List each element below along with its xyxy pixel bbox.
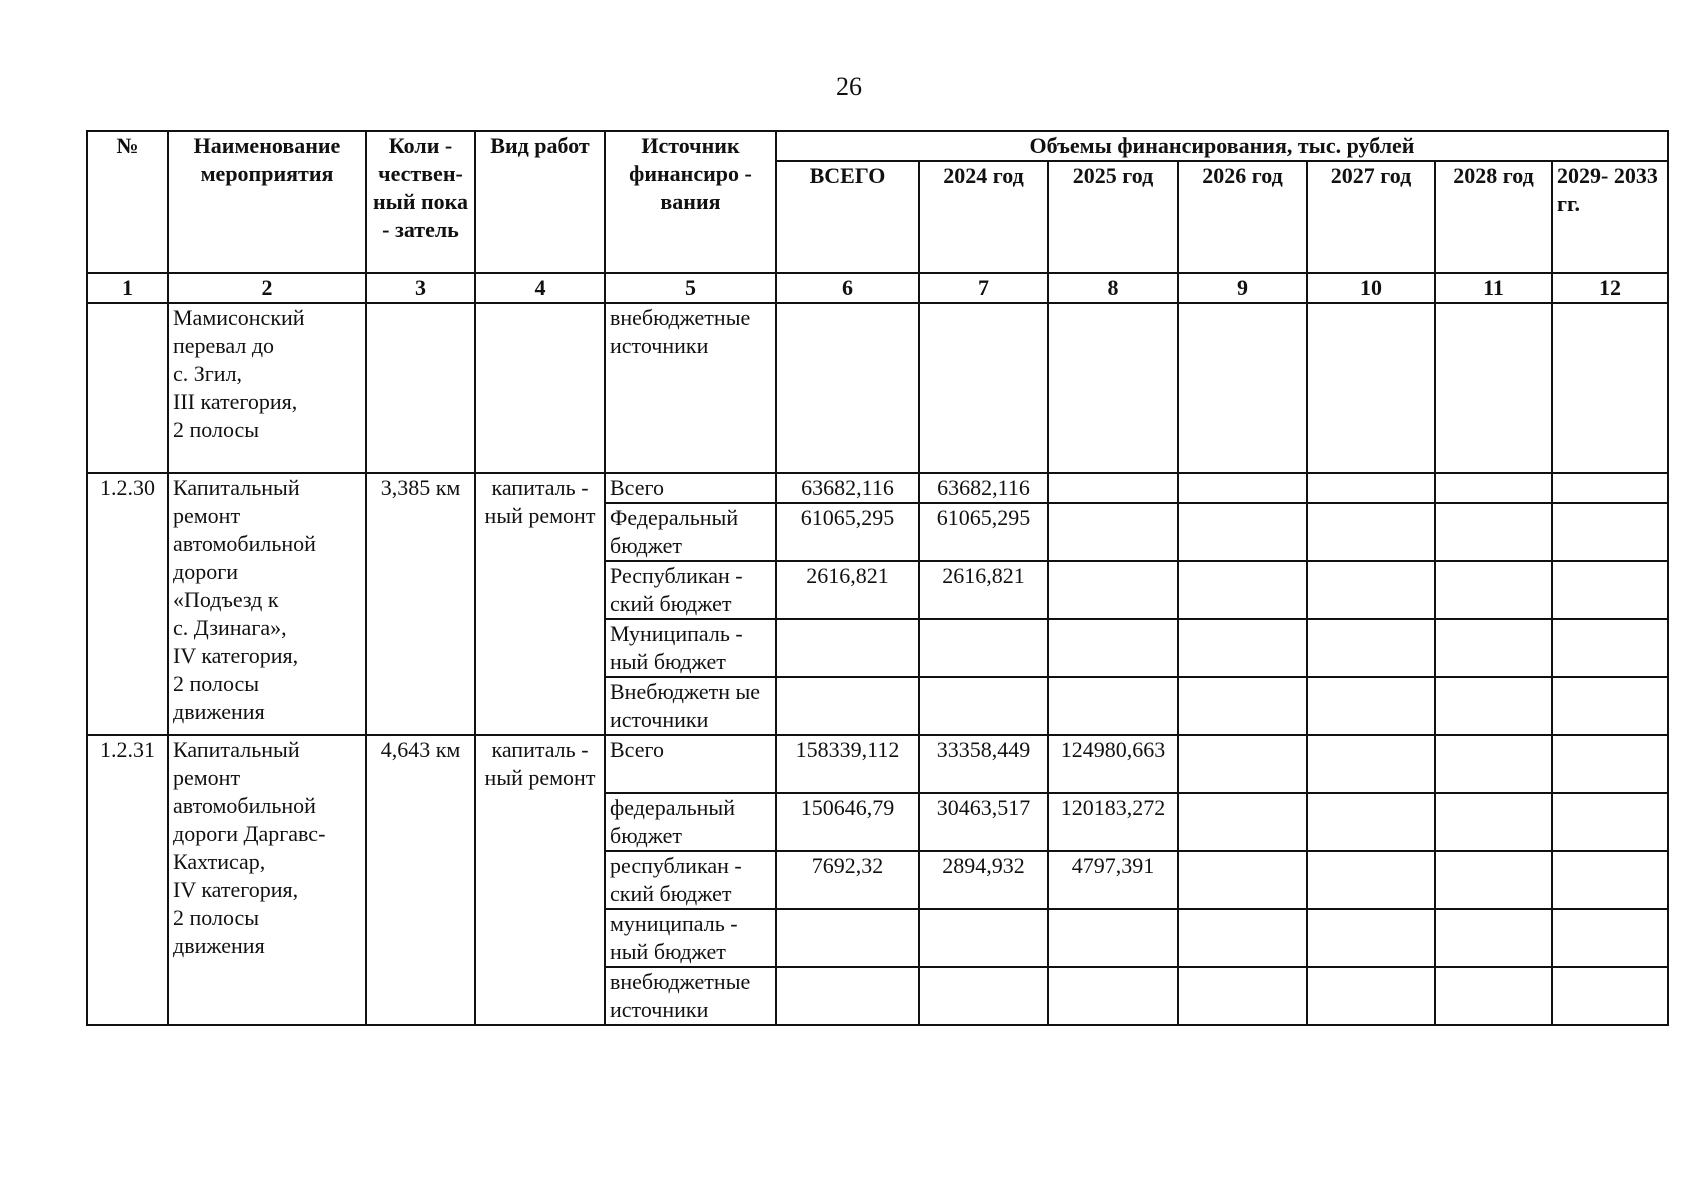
header-year: 2027 год bbox=[1307, 161, 1435, 273]
funding-value bbox=[1435, 503, 1552, 561]
table-cell bbox=[776, 303, 919, 473]
column-number: 4 bbox=[475, 273, 605, 303]
project-quantity: 4,643 км bbox=[366, 735, 475, 1025]
table-row bbox=[87, 473, 1668, 503]
funding-value: 30463,517 bbox=[919, 793, 1048, 851]
funding-value bbox=[1435, 473, 1552, 503]
table-cell bbox=[1178, 303, 1307, 473]
table-cell bbox=[1435, 303, 1552, 473]
funding-value bbox=[1048, 909, 1178, 967]
funding-value bbox=[1435, 909, 1552, 967]
table-cell bbox=[1048, 303, 1178, 473]
funding-value bbox=[1435, 851, 1552, 909]
project-number: 1.2.31 bbox=[87, 735, 168, 1025]
funding-value bbox=[919, 677, 1048, 735]
header-year: 2028 год bbox=[1435, 161, 1552, 273]
funding-value bbox=[1048, 503, 1178, 561]
project-quantity: 3,385 км bbox=[366, 473, 475, 735]
header-year: 2024 год bbox=[919, 161, 1048, 273]
funding-value bbox=[1307, 735, 1435, 793]
table-row bbox=[87, 735, 1668, 793]
header-qty: Коли - чествен- ный пока - затель bbox=[366, 131, 475, 273]
funding-source: муниципаль - ный бюджет bbox=[605, 909, 776, 967]
funding-value bbox=[1048, 473, 1178, 503]
funding-value bbox=[776, 619, 919, 677]
column-number: 2 bbox=[168, 273, 366, 303]
funding-value bbox=[1178, 677, 1307, 735]
column-number: 12 bbox=[1552, 273, 1668, 303]
funding-value bbox=[1178, 473, 1307, 503]
header-work-type: Вид работ bbox=[475, 131, 605, 273]
header-year: 2029- 2033 гг. bbox=[1552, 161, 1668, 273]
funding-source: республикан - ский бюджет bbox=[605, 851, 776, 909]
funding-value bbox=[1307, 503, 1435, 561]
funding-value bbox=[1552, 851, 1668, 909]
funding-value bbox=[1552, 619, 1668, 677]
funding-value: 33358,449 bbox=[919, 735, 1048, 793]
funding-value: 4797,391 bbox=[1048, 851, 1178, 909]
column-number: 8 bbox=[1048, 273, 1178, 303]
header-year: ВСЕГО bbox=[776, 161, 919, 273]
funding-value bbox=[1552, 473, 1668, 503]
column-number: 9 bbox=[1178, 273, 1307, 303]
funding-value bbox=[1552, 561, 1668, 619]
funding-value bbox=[1307, 967, 1435, 1025]
funding-value: 7692,32 bbox=[776, 851, 919, 909]
header-name: Наименование мероприятия bbox=[168, 131, 366, 273]
funding-value bbox=[1552, 503, 1668, 561]
funding-value bbox=[776, 967, 919, 1025]
header-source: Источник финансиро - вания bbox=[605, 131, 776, 273]
funding-value bbox=[1435, 561, 1552, 619]
table-cell bbox=[87, 303, 168, 473]
funding-value bbox=[1552, 909, 1668, 967]
funding-value bbox=[1307, 619, 1435, 677]
project-work-type: капиталь - ный ремонт bbox=[475, 735, 605, 1025]
funding-table bbox=[86, 130, 1669, 1026]
column-number-row bbox=[87, 273, 1668, 303]
funding-source: Муниципаль - ный бюджет bbox=[605, 619, 776, 677]
funding-value bbox=[1435, 967, 1552, 1025]
project-number: 1.2.30 bbox=[87, 473, 168, 735]
funding-value bbox=[1307, 473, 1435, 503]
funding-source: Внебюджетн ые источники bbox=[605, 677, 776, 735]
header-row-top bbox=[87, 131, 1668, 161]
funding-value bbox=[1178, 793, 1307, 851]
funding-value bbox=[919, 967, 1048, 1025]
funding-source: внебюджетные источники bbox=[605, 303, 776, 473]
funding-value bbox=[1307, 793, 1435, 851]
funding-value bbox=[1048, 677, 1178, 735]
header-no: № bbox=[87, 131, 168, 273]
column-number: 3 bbox=[366, 273, 475, 303]
funding-value bbox=[1552, 967, 1668, 1025]
funding-value: 2894,932 bbox=[919, 851, 1048, 909]
table-cell bbox=[366, 303, 475, 473]
funding-value bbox=[776, 677, 919, 735]
funding-value bbox=[1178, 851, 1307, 909]
funding-value bbox=[1178, 967, 1307, 1025]
funding-value bbox=[1178, 561, 1307, 619]
funding-source: Республикан - ский бюджет bbox=[605, 561, 776, 619]
funding-source: федеральный бюджет bbox=[605, 793, 776, 851]
funding-value bbox=[1307, 677, 1435, 735]
column-number: 10 bbox=[1307, 273, 1435, 303]
funding-value bbox=[1178, 503, 1307, 561]
funding-value: 2616,821 bbox=[776, 561, 919, 619]
table-cell bbox=[475, 303, 605, 473]
funding-value bbox=[919, 909, 1048, 967]
funding-value: 61065,295 bbox=[919, 503, 1048, 561]
carry-over-row bbox=[87, 303, 1668, 473]
table-cell bbox=[1552, 303, 1668, 473]
funding-value bbox=[1307, 909, 1435, 967]
funding-value bbox=[919, 619, 1048, 677]
funding-value: 63682,116 bbox=[919, 473, 1048, 503]
funding-value bbox=[1048, 561, 1178, 619]
funding-value: 120183,272 bbox=[1048, 793, 1178, 851]
funding-value bbox=[1178, 909, 1307, 967]
project-name: Капитальный ремонт автомобильной дороги «Подъезд к с. Дзинага», IV категория, 2 полосы движения bbox=[168, 473, 366, 735]
funding-value bbox=[1307, 561, 1435, 619]
funding-value: 63682,116 bbox=[776, 473, 919, 503]
funding-value: 150646,79 bbox=[776, 793, 919, 851]
funding-value bbox=[1552, 677, 1668, 735]
funding-value bbox=[1435, 793, 1552, 851]
funding-value bbox=[1435, 677, 1552, 735]
funding-value bbox=[1307, 851, 1435, 909]
funding-source: Федеральный бюджет bbox=[605, 503, 776, 561]
column-number: 7 bbox=[919, 273, 1048, 303]
funding-value: 158339,112 bbox=[776, 735, 919, 793]
funding-value bbox=[1552, 735, 1668, 793]
header-funding: Объемы финансирования, тыс. рублей bbox=[776, 131, 1668, 161]
column-number: 1 bbox=[87, 273, 168, 303]
funding-value: 124980,663 bbox=[1048, 735, 1178, 793]
funding-value bbox=[1435, 735, 1552, 793]
funding-value bbox=[1552, 793, 1668, 851]
projects-body bbox=[87, 473, 1668, 1025]
funding-source: внебюджетные источники bbox=[605, 967, 776, 1025]
funding-value bbox=[1048, 967, 1178, 1025]
funding-value: 61065,295 bbox=[776, 503, 919, 561]
funding-source: Всего bbox=[605, 473, 776, 503]
column-number: 5 bbox=[605, 273, 776, 303]
column-number: 11 bbox=[1435, 273, 1552, 303]
funding-value bbox=[1178, 735, 1307, 793]
funding-value bbox=[1435, 619, 1552, 677]
header-year: 2025 год bbox=[1048, 161, 1178, 273]
project-work-type: капиталь - ный ремонт bbox=[475, 473, 605, 735]
funding-value: 2616,821 bbox=[919, 561, 1048, 619]
project-name: Мамисонский перевал до с. Згил, III категория, 2 полосы bbox=[168, 303, 366, 473]
funding-value bbox=[776, 909, 919, 967]
column-number: 6 bbox=[776, 273, 919, 303]
table-cell bbox=[919, 303, 1048, 473]
header-year: 2026 год bbox=[1178, 161, 1307, 273]
table-cell bbox=[1307, 303, 1435, 473]
funding-source: Всего bbox=[605, 735, 776, 793]
funding-value bbox=[1048, 619, 1178, 677]
page-number: 26 bbox=[836, 72, 862, 101]
project-name: Капитальный ремонт автомобильной дороги Даргавс- Кахтисар, IV категория, 2 полосы движения bbox=[168, 735, 366, 1025]
funding-value bbox=[1178, 619, 1307, 677]
